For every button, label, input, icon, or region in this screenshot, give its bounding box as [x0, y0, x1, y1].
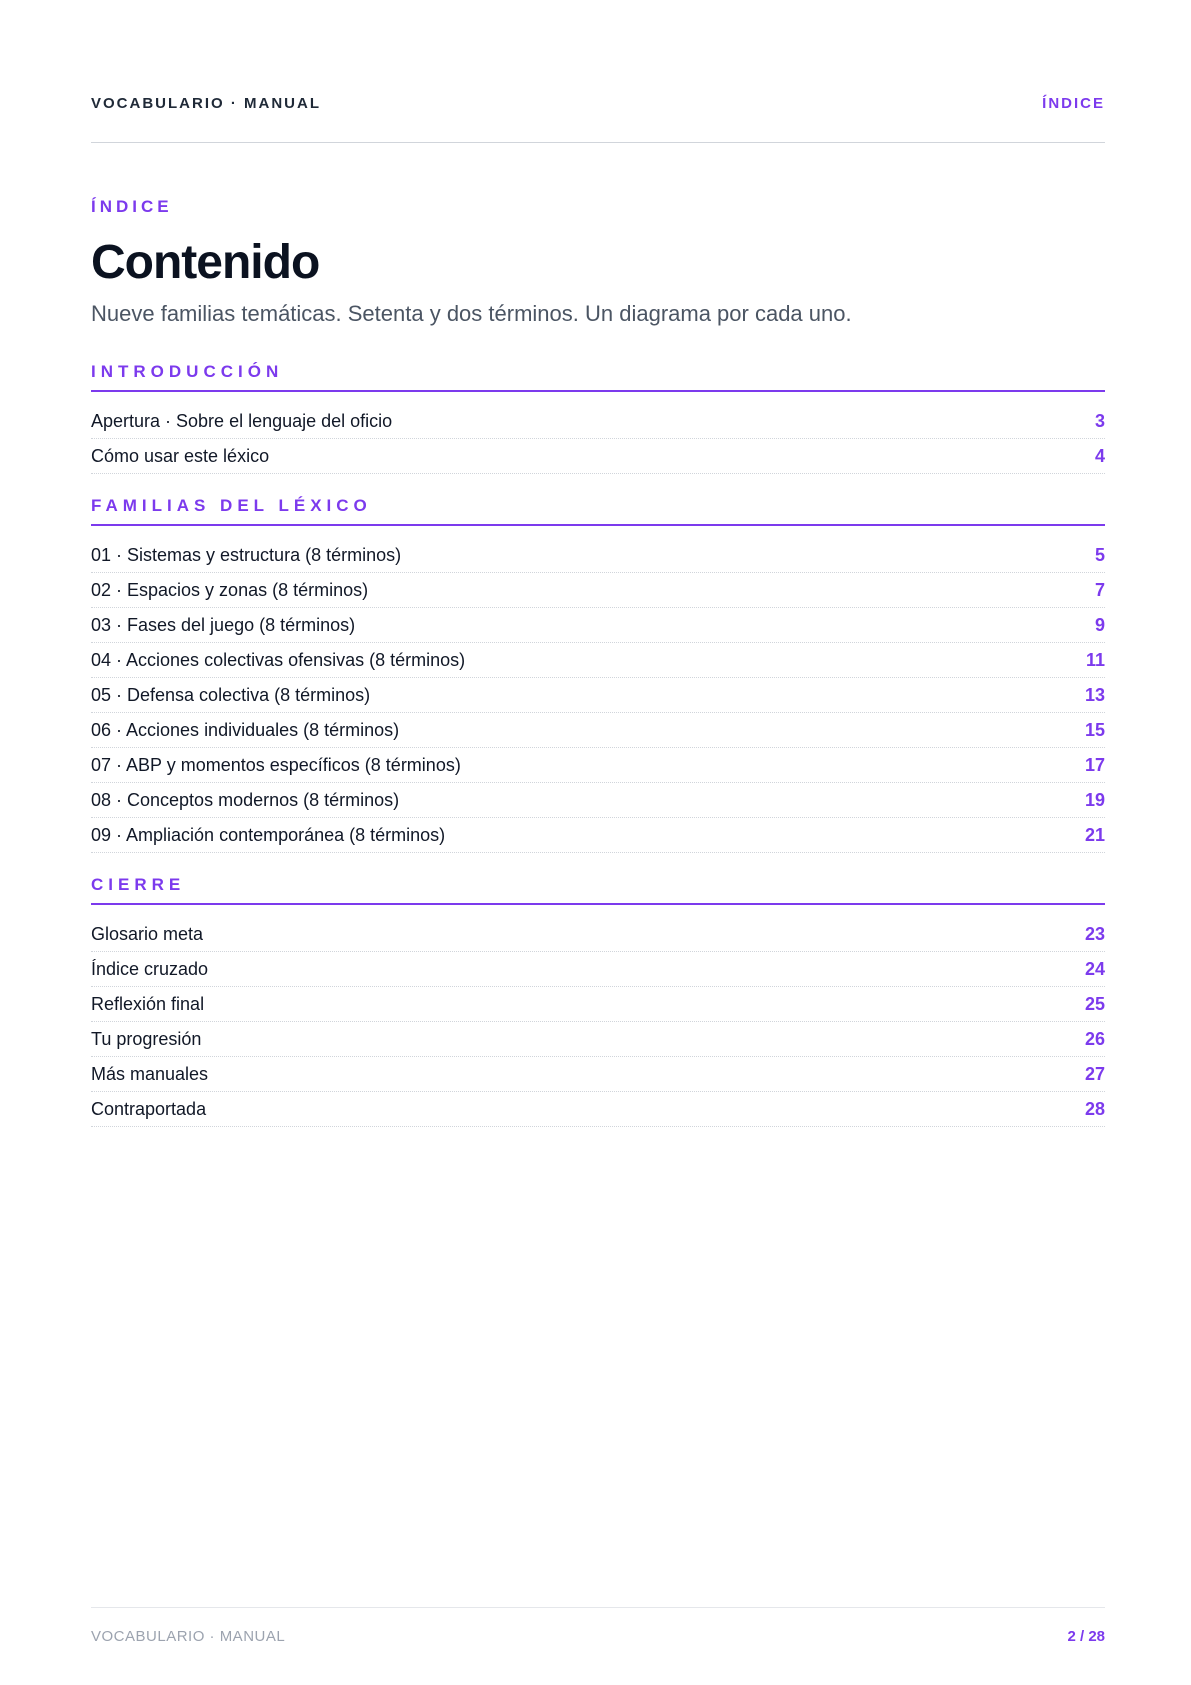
toc-entry-page: 25 [1084, 993, 1105, 1014]
toc-entry-label: 01 · Sistemas y estructura (8 términos) [91, 544, 402, 565]
toc-entry[interactable] [91, 987, 1105, 1022]
toc-entry[interactable] [91, 952, 1105, 987]
toc-entry-page: 24 [1084, 958, 1105, 979]
toc-entry-label: 08 · Conceptos modernos (8 términos) [91, 789, 400, 810]
toc-entry-page: 17 [1084, 754, 1105, 775]
toc-entry-page: 3 [1094, 410, 1105, 431]
section-heading: INTRODUCCIÓN [91, 362, 1105, 392]
toc-entry-page: 19 [1084, 789, 1105, 810]
running-header [91, 95, 1105, 112]
header-divider [91, 142, 1105, 143]
toc-entry-label: Apertura · Sobre el lenguaje del oficio [91, 410, 393, 431]
toc-entry-page: 11 [1085, 649, 1105, 670]
toc-entry-label: Contraportada [91, 1098, 207, 1119]
toc-entry-page: 28 [1084, 1098, 1105, 1119]
toc-entry-label: Más manuales [91, 1063, 209, 1084]
page-number: 2 / 28 [1067, 1628, 1105, 1645]
toc-entry-label: 05 · Defensa colectiva (8 términos) [91, 684, 371, 705]
page-eyebrow: ÍNDICE [91, 197, 173, 216]
toc-entry-label: Tu progresión [91, 1028, 202, 1049]
toc-entry[interactable] [91, 608, 1105, 643]
toc-entry-label: 03 · Fases del juego (8 términos) [91, 614, 356, 635]
toc-entry[interactable] [91, 713, 1105, 748]
toc-entry-page: 13 [1084, 684, 1105, 705]
toc-entry-label: Cómo usar este léxico [91, 445, 270, 466]
toc-entry[interactable] [91, 748, 1105, 783]
table-of-contents [91, 362, 1105, 1149]
toc-entry-page: 21 [1084, 824, 1105, 845]
toc-entry-page: 5 [1094, 544, 1105, 565]
toc-entry-label: 06 · Acciones individuales (8 términos) [91, 719, 400, 740]
toc-entry[interactable] [91, 439, 1105, 474]
toc-entry-label: Glosario meta [91, 923, 204, 944]
toc-entry[interactable] [91, 1057, 1105, 1092]
toc-entry-page: 23 [1084, 923, 1105, 944]
toc-entry-page: 4 [1094, 445, 1105, 466]
page-footer [91, 1628, 1105, 1645]
header-section-label: ÍNDICE [1042, 95, 1105, 112]
toc-entry-page: 9 [1094, 614, 1105, 635]
toc-entry[interactable] [91, 818, 1105, 853]
toc-entry-page: 26 [1084, 1028, 1105, 1049]
toc-entry[interactable] [91, 678, 1105, 713]
header-book-title: VOCABULARIO · MANUAL [91, 95, 321, 112]
toc-entry[interactable] [91, 538, 1105, 573]
toc-entry[interactable] [91, 573, 1105, 608]
footer-book-title: VOCABULARIO · MANUAL [91, 1628, 286, 1645]
toc-entry-label: Reflexión final [91, 993, 205, 1014]
toc-entry[interactable] [91, 783, 1105, 818]
toc-entry-label: 02 · Espacios y zonas (8 términos) [91, 579, 369, 600]
toc-section [91, 496, 1105, 853]
toc-entry-page: 7 [1094, 579, 1105, 600]
toc-entry-label: Índice cruzado [91, 958, 209, 979]
toc-entry[interactable] [91, 643, 1105, 678]
toc-section [91, 875, 1105, 1127]
page-title: Contenido [91, 236, 320, 289]
toc-entry[interactable] [91, 404, 1105, 439]
section-heading: FAMILIAS DEL LÉXICO [91, 496, 1105, 526]
toc-entry-label: 04 · Acciones colectivas ofensivas (8 términos) [91, 649, 466, 670]
toc-section [91, 362, 1105, 474]
document-page [91, 0, 1105, 1685]
toc-entry-page: 15 [1084, 719, 1105, 740]
footer-divider [91, 1607, 1105, 1608]
toc-entry[interactable] [91, 917, 1105, 952]
toc-entry-page: 27 [1084, 1063, 1105, 1084]
section-heading: CIERRE [91, 875, 1105, 905]
toc-entry-label: 07 · ABP y momentos específicos (8 términos) [91, 754, 461, 775]
toc-entry[interactable] [91, 1022, 1105, 1057]
page-subtitle: Nueve familias temáticas. Setenta y dos términos. Un diagrama por cada uno. [91, 301, 852, 326]
toc-entry-label: 09 · Ampliación contemporánea (8 términos) [91, 824, 446, 845]
toc-entry[interactable] [91, 1092, 1105, 1127]
